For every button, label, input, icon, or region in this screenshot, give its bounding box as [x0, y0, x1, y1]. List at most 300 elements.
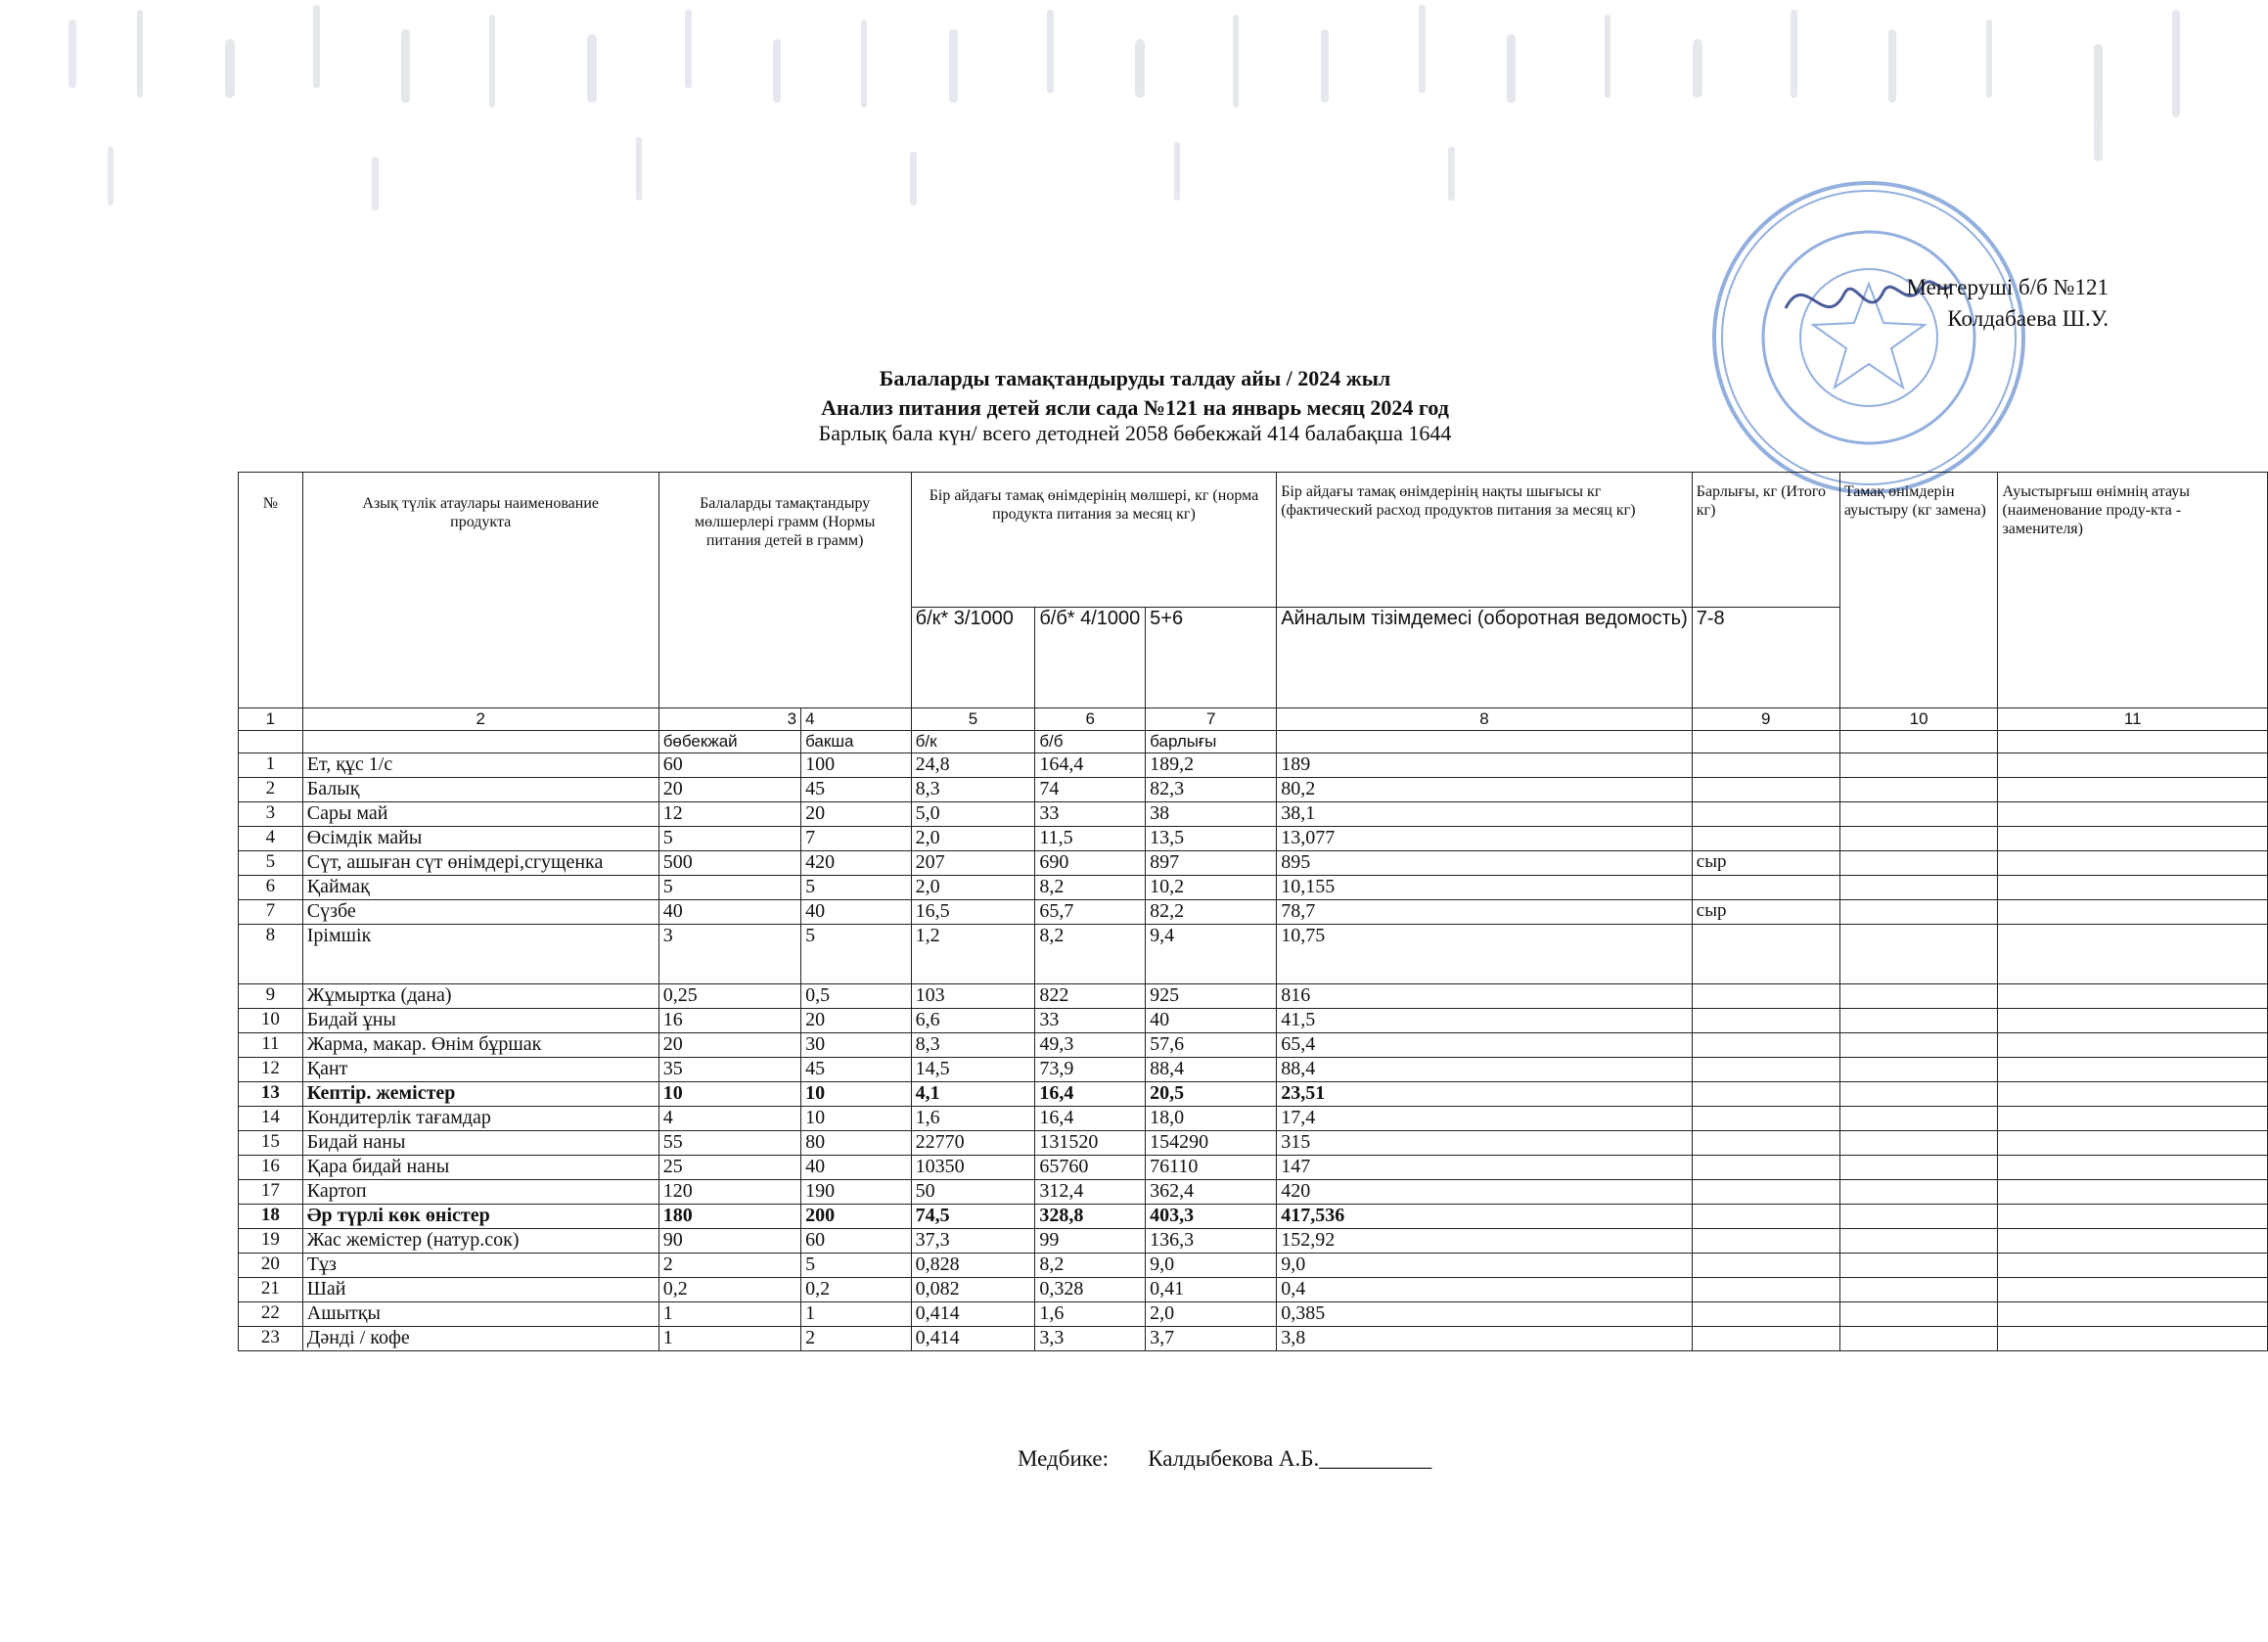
- cell-sum: 154290: [1146, 1131, 1277, 1156]
- cell-replacement-name: [1998, 1131, 2268, 1156]
- cell-bk: 207: [911, 851, 1035, 876]
- cell-repl: [1839, 1107, 1998, 1131]
- cell-name: Картоп: [302, 1180, 658, 1205]
- cell-g1: 16: [658, 1009, 800, 1033]
- table-row: [239, 1180, 2268, 1205]
- cell-replacement-name: [1998, 827, 2268, 851]
- cell-repl: [1839, 802, 1998, 827]
- cell-sum: 362,4: [1146, 1180, 1277, 1205]
- table-row: [239, 1033, 2268, 1058]
- header-product: Азық түлік атаулары наименование продукта: [302, 473, 658, 708]
- cell-fact: 10,75: [1277, 925, 1693, 984]
- cell-bk: 16,5: [911, 900, 1035, 925]
- cell-sum: 57,6: [1146, 1033, 1277, 1058]
- cell-total: [1692, 1205, 1839, 1229]
- cell-fact: 65,4: [1277, 1033, 1693, 1058]
- table-row: [239, 1205, 2268, 1229]
- cell-bk: 50: [911, 1180, 1035, 1205]
- units-row: [239, 731, 2268, 753]
- cell-fact: 88,4: [1277, 1058, 1693, 1082]
- cell-bk: 5,0: [911, 802, 1035, 827]
- cell-total: [1692, 984, 1839, 1009]
- cell-name: Ашытқы: [302, 1302, 658, 1327]
- cell-bb: 164,4: [1035, 753, 1146, 778]
- cell-sum: 82,3: [1146, 778, 1277, 802]
- cell-total: [1692, 778, 1839, 802]
- cell-repl: [1839, 1229, 1998, 1254]
- cell-bk: 0,414: [911, 1327, 1035, 1351]
- cell-repl: [1839, 876, 1998, 900]
- cell-repl: [1839, 1180, 1998, 1205]
- cell-replacement-name: [1998, 984, 2268, 1009]
- unit-kindergarten: бакша: [801, 731, 912, 753]
- cell-repl: [1839, 827, 1998, 851]
- cell-fact: 80,2: [1277, 778, 1693, 802]
- cell-replacement-name: [1998, 1254, 2268, 1278]
- cell-bb: 11,5: [1035, 827, 1146, 851]
- cell-bb: 328,8: [1035, 1205, 1146, 1229]
- cell-bb: 822: [1035, 984, 1146, 1009]
- cell-no: 11: [239, 1033, 303, 1058]
- cell-total: сыр: [1692, 851, 1839, 876]
- cell-g1: 0,25: [658, 984, 800, 1009]
- cell-sum: 38: [1146, 802, 1277, 827]
- cell-replacement-name: [1998, 1229, 2268, 1254]
- approval-block: [1874, 272, 2109, 335]
- unit-bk: б/к: [911, 731, 1035, 753]
- header-norms: Балаларды тамақтандыру мөлшерлері грамм (Нормы питания детей в грамм): [658, 473, 911, 708]
- cell-sum: 9,4: [1146, 925, 1277, 984]
- cell-bb: 33: [1035, 802, 1146, 827]
- table-row: [239, 851, 2268, 876]
- cell-repl: [1839, 1009, 1998, 1033]
- cell-g1: 60: [658, 753, 800, 778]
- cell-g2: 0,2: [801, 1278, 912, 1302]
- cell-total: [1692, 1278, 1839, 1302]
- column-number: 4: [801, 708, 912, 731]
- cell-bk: 74,5: [911, 1205, 1035, 1229]
- unit-bb: б/б: [1035, 731, 1146, 753]
- cell-no: 2: [239, 778, 303, 802]
- cell-name: Әр түрлі көк өністер: [302, 1205, 658, 1229]
- cell-g2: 1: [801, 1302, 912, 1327]
- cell-sum: 10,2: [1146, 876, 1277, 900]
- cell-g1: 500: [658, 851, 800, 876]
- table-row: [239, 1058, 2268, 1082]
- unit-all: барлығы: [1146, 731, 1277, 753]
- cell-fact: 895: [1277, 851, 1693, 876]
- cell-fact: 189: [1277, 753, 1693, 778]
- cell-bk: 22770: [911, 1131, 1035, 1156]
- footer-role: Медбике:: [1018, 1446, 1109, 1471]
- cell-g2: 20: [801, 802, 912, 827]
- cell-g1: 55: [658, 1131, 800, 1156]
- cell-replacement-name: [1998, 778, 2268, 802]
- column-number: 5: [911, 708, 1035, 731]
- cell-bk: 2,0: [911, 876, 1035, 900]
- cell-replacement-name: [1998, 1278, 2268, 1302]
- cell-g2: 100: [801, 753, 912, 778]
- cell-bk: 0,828: [911, 1254, 1035, 1278]
- cell-g1: 1: [658, 1327, 800, 1351]
- cell-sum: 3,7: [1146, 1327, 1277, 1351]
- column-number: 8: [1277, 708, 1693, 731]
- cell-bb: 3,3: [1035, 1327, 1146, 1351]
- cell-total: [1692, 1009, 1839, 1033]
- cell-repl: [1839, 753, 1998, 778]
- cell-sum: 76110: [1146, 1156, 1277, 1180]
- cell-name: Сүт, ашыған сүт өнімдері,сгущенка: [302, 851, 658, 876]
- cell-name: Кондитерлік тағамдар: [302, 1107, 658, 1131]
- cell-no: 21: [239, 1278, 303, 1302]
- cell-fact: 816: [1277, 984, 1693, 1009]
- cell-g2: 7: [801, 827, 912, 851]
- cell-repl: [1839, 1327, 1998, 1351]
- cell-name: Сары май: [302, 802, 658, 827]
- cell-no: 22: [239, 1302, 303, 1327]
- cell-sum: 20,5: [1146, 1082, 1277, 1107]
- cell-g2: 420: [801, 851, 912, 876]
- cell-replacement-name: [1998, 925, 2268, 984]
- cell-bb: 65760: [1035, 1156, 1146, 1180]
- cell-no: 18: [239, 1205, 303, 1229]
- cell-repl: [1839, 1058, 1998, 1082]
- cell-sum: 18,0: [1146, 1107, 1277, 1131]
- cell-g2: 30: [801, 1033, 912, 1058]
- table-row: [239, 1254, 2268, 1278]
- cell-g2: 60: [801, 1229, 912, 1254]
- cell-total: [1692, 1058, 1839, 1082]
- cell-sum: 13,5: [1146, 827, 1277, 851]
- cell-g2: 45: [801, 778, 912, 802]
- cell-no: 7: [239, 900, 303, 925]
- title-kz: Балаларды тамақтандыруды талдау айы / 2024 жыл: [879, 366, 1391, 390]
- cell-total: [1692, 925, 1839, 984]
- cell-fact: 9,0: [1277, 1254, 1693, 1278]
- cell-repl: [1839, 1302, 1998, 1327]
- cell-bb: 8,2: [1035, 925, 1146, 984]
- header-replacement: Тамақ өнімдерін ауыстыру (кг замена): [1839, 473, 1998, 708]
- cell-repl: [1839, 1278, 1998, 1302]
- cell-bb: 16,4: [1035, 1107, 1146, 1131]
- title-ru: Анализ питания детей ясли сада №121 на январь месяц 2024 год: [821, 395, 1449, 420]
- table-row: [239, 1327, 2268, 1351]
- cell-no: 4: [239, 827, 303, 851]
- table-row: [239, 778, 2268, 802]
- cell-sum: 0,41: [1146, 1278, 1277, 1302]
- nutrition-table: [238, 472, 2268, 1351]
- cell-replacement-name: [1998, 1156, 2268, 1180]
- cell-replacement-name: [1998, 876, 2268, 900]
- table-row: [239, 900, 2268, 925]
- cell-no: 23: [239, 1327, 303, 1351]
- cell-bk: 0,414: [911, 1302, 1035, 1327]
- table-row: [239, 1156, 2268, 1180]
- cell-repl: [1839, 778, 1998, 802]
- cell-repl: [1839, 900, 1998, 925]
- cell-replacement-name: [1998, 1058, 2268, 1082]
- cell-name: Жарма, макар. Өнім бұршак: [302, 1033, 658, 1058]
- cell-no: 12: [239, 1058, 303, 1082]
- cell-no: 16: [239, 1156, 303, 1180]
- cell-g2: 190: [801, 1180, 912, 1205]
- column-number: 11: [1998, 708, 2268, 731]
- header-total: Барлығы, кг (Итого кг): [1692, 473, 1839, 608]
- cell-bk: 0,082: [911, 1278, 1035, 1302]
- cell-bk: 10350: [911, 1156, 1035, 1180]
- cell-repl: [1839, 1131, 1998, 1156]
- cell-name: Жас жемістер (натур.сок): [302, 1229, 658, 1254]
- cell-bk: 103: [911, 984, 1035, 1009]
- cell-no: 6: [239, 876, 303, 900]
- cell-bb: 131520: [1035, 1131, 1146, 1156]
- column-number: 10: [1839, 708, 1998, 731]
- cell-total: сыр: [1692, 900, 1839, 925]
- cell-name: Қаймақ: [302, 876, 658, 900]
- cell-total: [1692, 802, 1839, 827]
- footer-name: Калдыбекова А.Б.__________: [1148, 1446, 1432, 1471]
- cell-repl: [1839, 1205, 1998, 1229]
- cell-total: [1692, 1254, 1839, 1278]
- table-row: [239, 1229, 2268, 1254]
- cell-name: Кептір. жемістер: [302, 1082, 658, 1107]
- header-actual: Бір айдағы тамақ өнімдерінің нақты шығысы кг (фактический расход продуктов питания за месяц кг): [1277, 473, 1693, 608]
- cell-name: Ірімшік: [302, 925, 658, 984]
- cell-total: [1692, 1327, 1839, 1351]
- cell-g1: 3: [658, 925, 800, 984]
- cell-name: Қара бидай наны: [302, 1156, 658, 1180]
- cell-repl: [1839, 925, 1998, 984]
- cell-name: Шай: [302, 1278, 658, 1302]
- cell-name: Қант: [302, 1058, 658, 1082]
- cell-no: 8: [239, 925, 303, 984]
- cell-fact: 13,077: [1277, 827, 1693, 851]
- cell-no: 9: [239, 984, 303, 1009]
- cell-repl: [1839, 984, 1998, 1009]
- cell-g2: 2: [801, 1327, 912, 1351]
- cell-g1: 35: [658, 1058, 800, 1082]
- cell-g2: 10: [801, 1082, 912, 1107]
- cell-bk: 8,3: [911, 1033, 1035, 1058]
- table-row: [239, 1009, 2268, 1033]
- cell-sum: 88,4: [1146, 1058, 1277, 1082]
- cell-fact: 315: [1277, 1131, 1693, 1156]
- cell-g1: 90: [658, 1229, 800, 1254]
- cell-no: 1: [239, 753, 303, 778]
- cell-bb: 8,2: [1035, 876, 1146, 900]
- cell-g2: 20: [801, 1009, 912, 1033]
- cell-bk: 6,6: [911, 1009, 1035, 1033]
- header-replacement-name: Ауыстырғыш өнімнің атауы (наименование проду-кта - заменителя): [1998, 473, 2268, 708]
- approver-position: Меңгеруші б/б №121: [1906, 275, 2109, 299]
- cell-fact: 0,385: [1277, 1302, 1693, 1327]
- cell-no: 10: [239, 1009, 303, 1033]
- cell-bb: 8,2: [1035, 1254, 1146, 1278]
- table-row: [239, 984, 2268, 1009]
- cell-name: Бидай ұны: [302, 1009, 658, 1033]
- column-number: 9: [1692, 708, 1839, 731]
- cell-total: [1692, 1082, 1839, 1107]
- cell-no: 14: [239, 1107, 303, 1131]
- cell-name: Тұз: [302, 1254, 658, 1278]
- cell-g2: 10: [801, 1107, 912, 1131]
- table-row: [239, 1107, 2268, 1131]
- cell-bb: 99: [1035, 1229, 1146, 1254]
- approver-name: Колдабаева Ш.У.: [1947, 306, 2109, 331]
- column-number-row: [239, 708, 2268, 731]
- cell-total: [1692, 1156, 1839, 1180]
- cell-g2: 200: [801, 1205, 912, 1229]
- summary-line: Барлық бала күн/ всего детодней 2058 бөбекжай 414 балабақша 1644: [818, 421, 1452, 445]
- cell-g1: 1: [658, 1302, 800, 1327]
- cell-bk: 2,0: [911, 827, 1035, 851]
- unit-nursery: бөбекжай: [658, 731, 800, 753]
- cell-bk: 1,6: [911, 1107, 1035, 1131]
- cell-g2: 5: [801, 876, 912, 900]
- cell-no: 3: [239, 802, 303, 827]
- cell-g1: 20: [658, 778, 800, 802]
- cell-g1: 0,2: [658, 1278, 800, 1302]
- cell-bb: 312,4: [1035, 1180, 1146, 1205]
- column-number: 2: [302, 708, 658, 731]
- cell-fact: 10,155: [1277, 876, 1693, 900]
- subheader-sum: 5+6: [1146, 608, 1277, 708]
- cell-g1: 4: [658, 1107, 800, 1131]
- cell-no: 13: [239, 1082, 303, 1107]
- cell-fact: 152,92: [1277, 1229, 1693, 1254]
- cell-bb: 1,6: [1035, 1302, 1146, 1327]
- cell-sum: 189,2: [1146, 753, 1277, 778]
- cell-replacement-name: [1998, 753, 2268, 778]
- cell-name: Дәнді / кофе: [302, 1327, 658, 1351]
- cell-name: Жұмыртка (дана): [302, 984, 658, 1009]
- cell-g2: 80: [801, 1131, 912, 1156]
- table-row: [239, 925, 2268, 984]
- table-row: [239, 1082, 2268, 1107]
- cell-bb: 73,9: [1035, 1058, 1146, 1082]
- subheader-bb: б/б* 4/1000: [1035, 608, 1146, 708]
- cell-g1: 40: [658, 900, 800, 925]
- table-row: [239, 1278, 2268, 1302]
- cell-fact: 417,536: [1277, 1205, 1693, 1229]
- header-row: [239, 473, 2268, 608]
- cell-bk: 4,1: [911, 1082, 1035, 1107]
- cell-bk: 24,8: [911, 753, 1035, 778]
- official-stamp: [1707, 176, 2030, 499]
- cell-sum: 136,3: [1146, 1229, 1277, 1254]
- table-row: [239, 1131, 2268, 1156]
- cell-g1: 20: [658, 1033, 800, 1058]
- cell-total: [1692, 1180, 1839, 1205]
- cell-repl: [1839, 851, 1998, 876]
- table-row: [239, 802, 2268, 827]
- cell-bb: 0,328: [1035, 1278, 1146, 1302]
- subheader-ledger: Айналым тізімдемесі (оборотная ведомость): [1277, 608, 1693, 708]
- cell-sum: 897: [1146, 851, 1277, 876]
- cell-total: [1692, 753, 1839, 778]
- cell-replacement-name: [1998, 802, 2268, 827]
- cell-total: [1692, 827, 1839, 851]
- cell-fact: 420: [1277, 1180, 1693, 1205]
- cell-bb: 16,4: [1035, 1082, 1146, 1107]
- cell-replacement-name: [1998, 1327, 2268, 1351]
- cell-name: Ет, құс 1/с: [302, 753, 658, 778]
- cell-bk: 1,2: [911, 925, 1035, 984]
- cell-g2: 40: [801, 900, 912, 925]
- subheader-bk: б/к* 3/1000: [911, 608, 1035, 708]
- cell-g1: 5: [658, 876, 800, 900]
- cell-fact: 17,4: [1277, 1107, 1693, 1131]
- cell-no: 19: [239, 1229, 303, 1254]
- column-number: 3: [658, 708, 800, 731]
- cell-g1: 25: [658, 1156, 800, 1180]
- cell-bb: 65,7: [1035, 900, 1146, 925]
- cell-g2: 45: [801, 1058, 912, 1082]
- table-row: [239, 876, 2268, 900]
- cell-fact: 78,7: [1277, 900, 1693, 925]
- cell-name: Өсімдік майы: [302, 827, 658, 851]
- table-row: [239, 1302, 2268, 1327]
- cell-replacement-name: [1998, 900, 2268, 925]
- cell-g2: 0,5: [801, 984, 912, 1009]
- cell-total: [1692, 1229, 1839, 1254]
- cell-g1: 12: [658, 802, 800, 827]
- cell-total: [1692, 876, 1839, 900]
- cell-g1: 180: [658, 1205, 800, 1229]
- subheader-total: 7-8: [1692, 608, 1839, 708]
- cell-repl: [1839, 1082, 1998, 1107]
- cell-repl: [1839, 1156, 1998, 1180]
- cell-sum: 82,2: [1146, 900, 1277, 925]
- column-number: 1: [239, 708, 303, 731]
- cell-fact: 147: [1277, 1156, 1693, 1180]
- cell-g2: 40: [801, 1156, 912, 1180]
- cell-no: 5: [239, 851, 303, 876]
- cell-fact: 38,1: [1277, 802, 1693, 827]
- cell-repl: [1839, 1033, 1998, 1058]
- cell-replacement-name: [1998, 1302, 2268, 1327]
- table-row: [239, 827, 2268, 851]
- cell-replacement-name: [1998, 1009, 2268, 1033]
- cell-replacement-name: [1998, 1033, 2268, 1058]
- cell-g1: 2: [658, 1254, 800, 1278]
- cell-replacement-name: [1998, 1107, 2268, 1131]
- cell-bb: 690: [1035, 851, 1146, 876]
- cell-g2: 5: [801, 1254, 912, 1278]
- cell-bk: 37,3: [911, 1229, 1035, 1254]
- header-monthly-norm: Бір айдағы тамақ өнімдерінің мөлшері, кг (норма продукта питания за месяц кг): [911, 473, 1277, 608]
- cell-fact: 41,5: [1277, 1009, 1693, 1033]
- cell-replacement-name: [1998, 1205, 2268, 1229]
- cell-g2: 5: [801, 925, 912, 984]
- cell-bb: 74: [1035, 778, 1146, 802]
- cell-name: Балық: [302, 778, 658, 802]
- cell-sum: 2,0: [1146, 1302, 1277, 1327]
- cell-total: [1692, 1131, 1839, 1156]
- cell-bk: 8,3: [911, 778, 1035, 802]
- cell-total: [1692, 1033, 1839, 1058]
- cell-repl: [1839, 1254, 1998, 1278]
- footer-signature: [1018, 1446, 1431, 1472]
- table-row: [239, 753, 2268, 778]
- cell-name: Бидай наны: [302, 1131, 658, 1156]
- column-number: 6: [1035, 708, 1146, 731]
- cell-g1: 5: [658, 827, 800, 851]
- cell-sum: 9,0: [1146, 1254, 1277, 1278]
- cell-g1: 10: [658, 1082, 800, 1107]
- cell-sum: 403,3: [1146, 1205, 1277, 1229]
- cell-name: Сүзбе: [302, 900, 658, 925]
